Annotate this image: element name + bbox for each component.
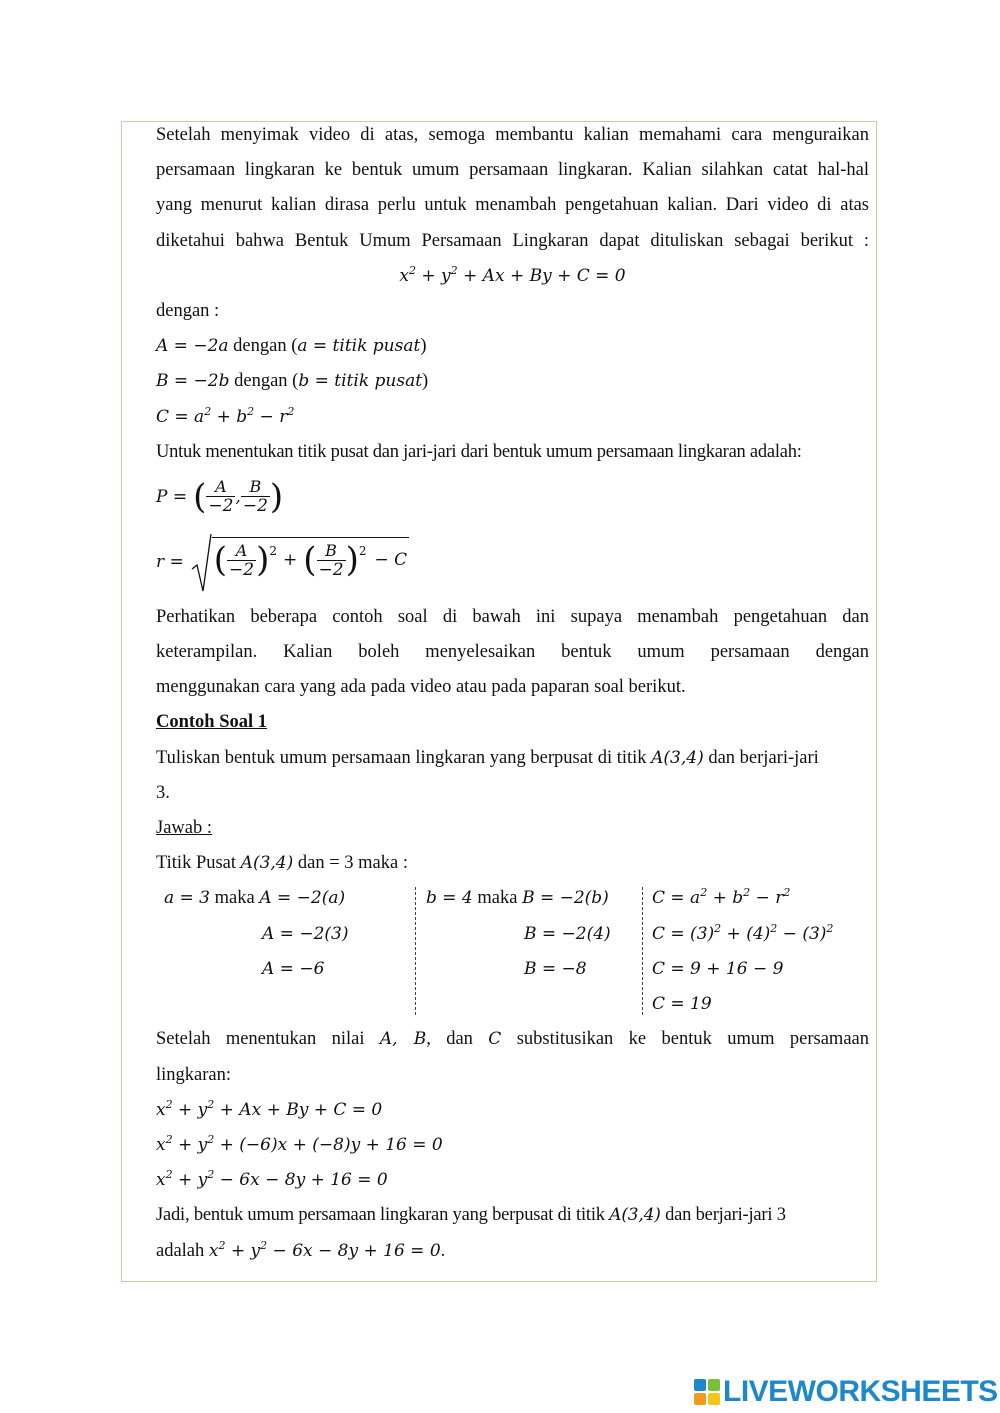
example-title: Contoh Soal 1 (156, 712, 268, 733)
sqrt-sign (190, 531, 212, 593)
conclusion-line: adalah $x^2 + y^2 - 6x - 8y + 16 = 0$. (156, 1238, 446, 1261)
liveworksheets-wordmark: LIVEWORKSHEETS (723, 1375, 998, 1408)
def-c: $C = a^2 + b^2 - r^2$ (156, 404, 295, 427)
column-a: a = 3 maka A = −2(a) A = −2(3) A = −6 (164, 888, 349, 979)
center-formula: P = ( $\frac{A}{-2}$ , $\frac{B}{-2}$ ) (156, 476, 284, 517)
intro-line: diketahui bahwa Bentuk Umum Persamaan Lingkaran dapat dituliskan sebagai berikut : (156, 230, 869, 251)
def-a: A = −2a dengan (a = titik pusat) (156, 336, 427, 357)
step-equation: $x^2 + y^2 - 6x - 8y + 16 = 0$ (156, 1168, 388, 1191)
worksheet-content (156, 118, 869, 1269)
column-divider (642, 887, 643, 1015)
column-b: b = 4 maka B = −2(b) B = −2(4) B = −8 (426, 888, 611, 979)
intro-line: persamaan lingkaran ke bentuk umum persamaan lingkaran. Kalian silahkan catat hal-hal (156, 160, 869, 181)
center-intro: Untuk menentukan titik pusat dan jari-jari dari bentuk umum persamaan lingkaran adalah: (156, 441, 802, 462)
titik-pusat-line: Titik Pusat A(3,4) dan = 3 maka : (156, 853, 408, 874)
radius-formula: r = ( $\frac{A}{-2}$ ) 2 + ( $\frac{B}{-2}$ ) 2 − C (156, 524, 869, 600)
def-b: B = −2b dengan (b = titik pusat) (156, 371, 429, 392)
conclusion-line: Jadi, bentuk umum persamaan lingkaran yang berpusat di titik A(3,4) dan berjari-jari 3 (156, 1205, 786, 1226)
liveworksheets-logo[interactable] (694, 1372, 998, 1412)
jawab-label: Jawab : (156, 818, 212, 838)
intro-line: yang menurut kalian dirasa perlu untuk menambah pengetahuan kalian. Dari video di atas (156, 195, 869, 216)
solution-columns (156, 881, 869, 1022)
question-line: Tuliskan bentuk umum persamaan lingkaran yang berpusat di titik A(3,4) dan berjari-jari (156, 747, 819, 768)
liveworksheets-icon (694, 1379, 720, 1405)
dengan-label: dengan : (156, 300, 220, 321)
question-line: 3. (156, 782, 170, 803)
perhatikan-line: Perhatikan beberapa contoh soal di bawah ini supaya menambah pengetahuan dan (156, 606, 869, 627)
after-line: lingkaran: (156, 1064, 232, 1085)
column-divider (415, 887, 416, 1015)
perhatikan-line: keterampilan. Kalian boleh menyelesaikan bentuk umum persamaan dengan (156, 642, 869, 663)
step-equation: $x^2 + y^2 + Ax + By + C = 0$ (156, 1097, 383, 1120)
step-equation: $x^2 + y^2 + (-6)x + (-8)y + 16 = 0$ (156, 1132, 443, 1155)
general-equation: $x^2 + y^2 + Ax + By + C = 0$ (399, 263, 626, 286)
intro-line: Setelah menyimak video di atas, semoga membantu kalian memahami cara menguraikan (156, 125, 869, 145)
column-c: $C = a^2 + b^2 - r^2$ $C = (3)^2 + (4)^2 - (3)^2$ C = 9 + 16 − 9 C = 19 (652, 886, 834, 1014)
after-line: Setelah menentukan nilai A, B, dan C substitusikan ke bentuk umum persamaan (156, 1029, 869, 1050)
perhatikan-line: menggunakan cara yang ada pada video atau pada paparan soal berikut. (156, 677, 686, 698)
